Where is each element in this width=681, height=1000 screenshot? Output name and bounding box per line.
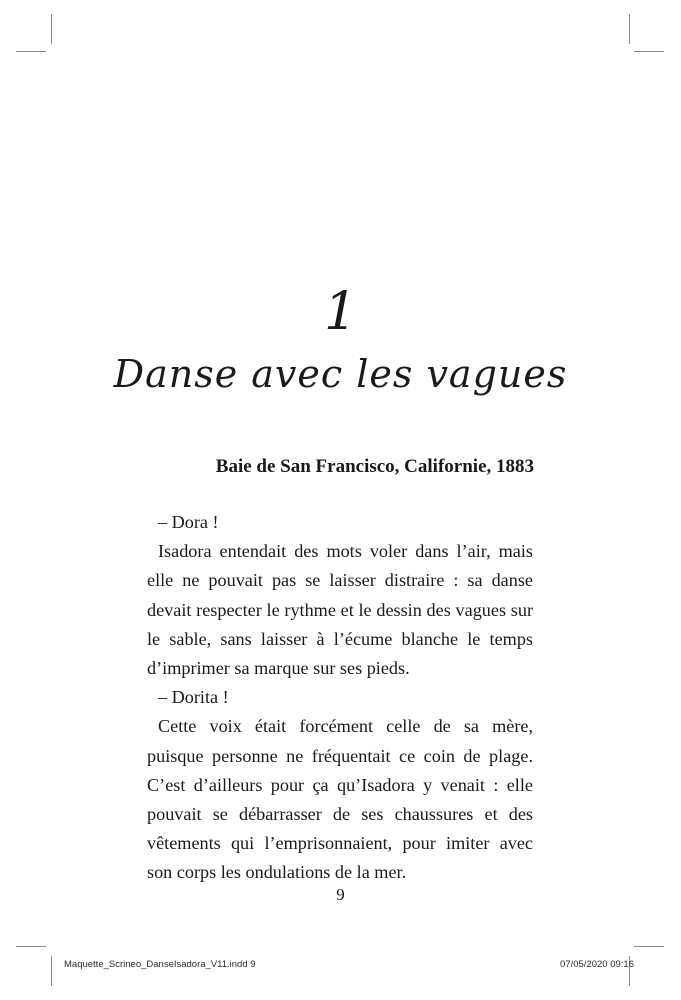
chapter-location-heading: Baie de San Francisco, Californie, 1883 [215,456,534,477]
crop-mark-top-left-v [51,14,52,44]
crop-mark-top-left-h [16,51,46,52]
crop-mark-bottom-right-h [634,946,664,947]
crop-mark-bottom-left-h [16,946,46,947]
crop-mark-bottom-left-v [51,956,52,986]
slug-datetime: 07/05/2020 09:16 [560,959,634,970]
page-number: 9 [336,885,345,904]
paragraph: Isadora entendait des mots voler dans l’air, mais elle ne pouvait pas se laisser distraire : sa danse devait respecter le rythme et le dessin des vagues sur le sable, sans laisser à l’écume blanche le temps d’imprimer sa marque sur ses pieds. [147,541,533,679]
paragraph: – Dora ! [158,512,219,532]
paragraph: Cette voix était forcément celle de sa mère, puisque personne ne fréquentait ce coin de plage. C’est d’ailleurs pour ça qu’Isadora y venait : elle pouvait se débarrasser de ses chaussures et des vêtements qui l’emprisonnaient, pour imiter avec son corps les ondulations de la mer. [147,716,533,883]
chapter-number: 1 [323,282,358,342]
paragraph: – Dorita ! [158,687,229,708]
crop-mark-top-right-h [634,51,664,52]
body-text [147,508,533,888]
slug-filename: Maquette_Scrineo_DanseIsadora_V11.indd 9 [64,959,256,970]
crop-mark-top-right-v [629,14,630,44]
chapter-title: Danse avec les vagues [113,352,568,396]
